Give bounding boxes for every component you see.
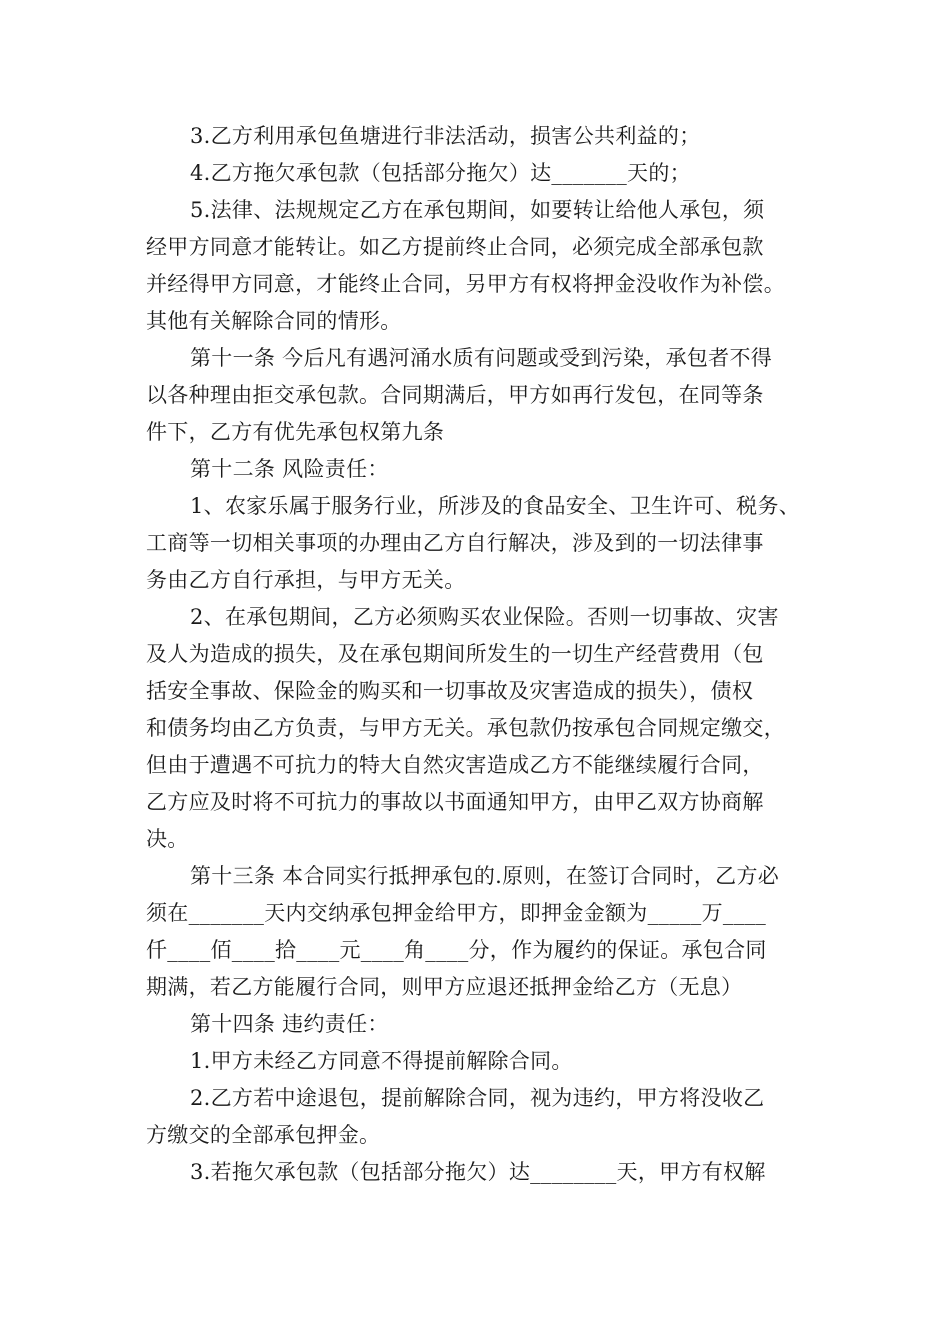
text-line: 仟____佰____拾____元____角____分，作为履约的保证。承包合同: [146, 938, 767, 962]
text-line: 第十四条 违约责任：: [190, 1012, 389, 1036]
text-line: 决。: [146, 827, 189, 851]
text-line: 3.若拖欠承包款（包括部分拖欠）达________天，甲方有权解: [190, 1160, 766, 1184]
text-line: 3.乙方利用承包鱼塘进行非法活动，损害公共利益的；: [190, 124, 701, 148]
text-line: 以各种理由拒交承包款。合同期满后，甲方如再行发包，在同等条: [146, 383, 764, 407]
text-line: 5.法律、法规规定乙方在承包期间，如要转让给他人承包，须: [190, 198, 765, 222]
text-line: 4.乙方拖欠承包款（包括部分拖欠）达_______天的；: [190, 161, 691, 185]
text-line: 并经得甲方同意，才能终止合同，另甲方有权将押金没收作为补偿。: [146, 272, 785, 296]
text-line: 第十二条 风险责任：: [190, 457, 389, 481]
text-line: 经甲方同意才能转让。如乙方提前终止合同，必须完成全部承包款: [146, 235, 764, 259]
text-line: 第十一条 今后凡有遇河涌水质有问题或受到污染，承包者不得: [190, 346, 773, 370]
text-line: 乙方应及时将不可抗力的事故以书面通知甲方，由甲乙双方协商解: [146, 790, 764, 814]
text-line: 1、农家乐属于服务行业，所涉及的食品安全、卫生许可、税务、: [190, 494, 801, 518]
text-line: 但由于遭遇不可抗力的特大自然灾害造成乙方不能继续履行合同，: [146, 753, 764, 777]
text-line: 件下，乙方有优先承包权第九条: [146, 420, 445, 444]
text-line: 1.甲方未经乙方同意不得提前解除合同。: [190, 1049, 573, 1073]
text-line: 须在_______天内交纳承包押金给甲方，即押金金额为_____万____: [146, 901, 767, 925]
text-line: 2、在承包期间，乙方必须购买农业保险。否则一切事故、灾害: [190, 605, 779, 629]
text-line: 务由乙方自行承担，与甲方无关。: [146, 568, 466, 592]
text-line: 及人为造成的损失，及在承包期间所发生的一切生产经营费用（包: [146, 642, 764, 666]
text-line: 期满，若乙方能履行合同，则甲方应退还抵押金给乙方（无息）: [146, 975, 743, 999]
text-line: 2.乙方若中途退包，提前解除合同，视为违约，甲方将没收乙: [190, 1086, 765, 1110]
text-line: 工商等一切相关事项的办理由乙方自行解决，涉及到的一切法律事: [146, 531, 764, 555]
text-line: 其他有关解除合同的情形。: [146, 309, 402, 333]
text-line: 和债务均由乙方负责，与甲方无关。承包款仍按承包合同规定缴交，: [146, 716, 785, 740]
text-line: 方缴交的全部承包押金。: [146, 1123, 381, 1147]
text-line: 第十三条 本合同实行抵押承包的.原则，在签订合同时，乙方必: [190, 864, 780, 888]
text-line: 括安全事故、保险金的购买和一切事故及灾害造成的损失），债权: [146, 679, 754, 703]
